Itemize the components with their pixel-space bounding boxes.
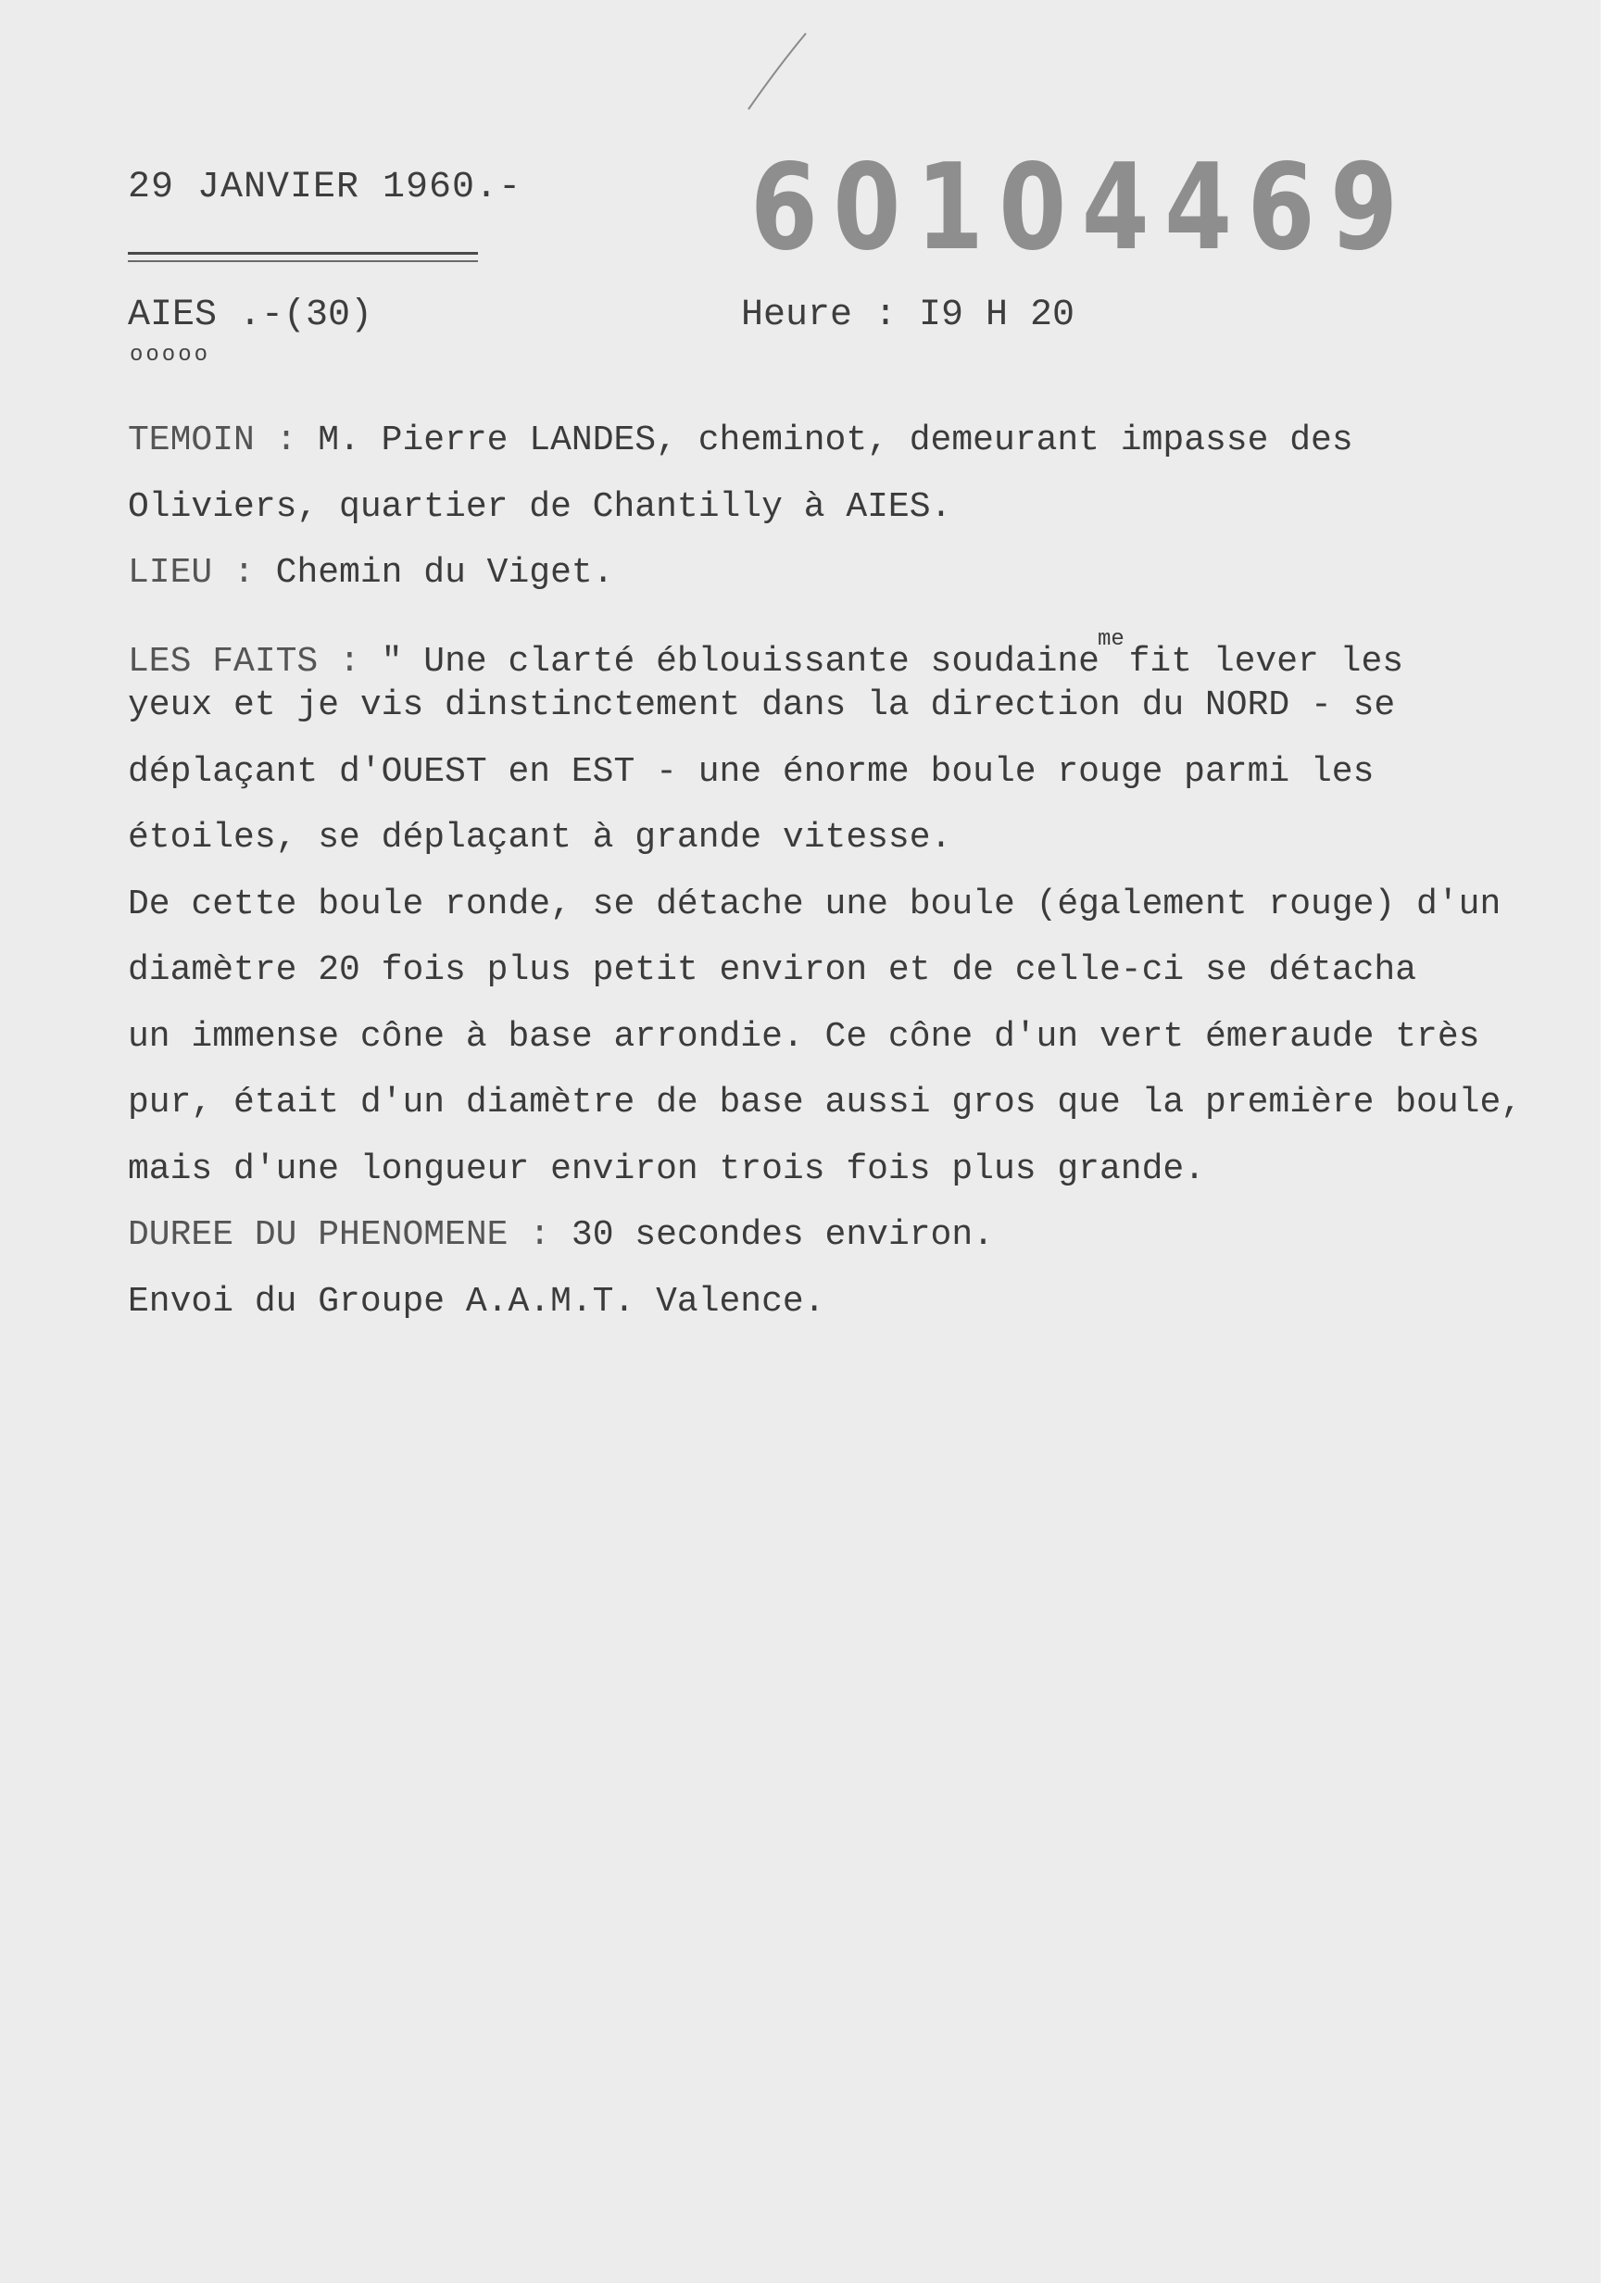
duration-label: DUREE DU PHENOMENE : [128, 1215, 551, 1255]
facts-line-5: De cette boule ronde, se détache une boule (également rouge) d'un [128, 884, 1502, 924]
witness-text: M. Pierre LANDES, cheminot, demeurant impasse des [318, 420, 1353, 460]
facts-line-8: pur, était d'un diamètre de base aussi gros que la première boule, [128, 1083, 1523, 1123]
report-place: AIES .-(30) [128, 295, 373, 336]
report-body [128, 408, 1554, 1335]
facts-line-4: étoiles, se déplaçant à grande vitesse. [128, 818, 952, 858]
facts-line-9: mais d'une longueur environ trois fois plus grande. [128, 1148, 1205, 1189]
facts-text-1b: fit lever les [1128, 641, 1404, 682]
location-label: LIEU : [128, 553, 255, 593]
location-line [128, 540, 1554, 607]
duration-line [128, 1202, 1554, 1269]
place-underline-marks: ooooo [130, 343, 211, 368]
facts-line-6: diamètre 20 fois plus petit environ et de celle-ci se détacha [128, 950, 1417, 990]
facts-label: LES FAITS : [128, 641, 360, 682]
witness-line [128, 408, 1554, 474]
location-text: Chemin du Viget. [275, 553, 614, 593]
date-underline [128, 252, 478, 262]
facts-line-2: yeux et je vis dinstinctement dans la direction du NORD - se [128, 685, 1396, 725]
pen-stroke-mark [741, 30, 815, 113]
facts-superscript: me [1097, 626, 1125, 652]
report-time: Heure : I9 H 20 [741, 295, 1075, 336]
report-date: 29 JANVIER 1960.- [128, 167, 522, 208]
facts-line-3: déplaçant d'OUEST en EST - une énorme boule rouge parmi les [128, 751, 1375, 792]
facts-line-1 [128, 607, 1554, 682]
witness-label: TEMOIN : [128, 420, 297, 460]
sender-line: Envoi du Groupe A.A.M.T. Valence. [128, 1281, 825, 1322]
facts-text-1a: " Une clarté éblouissante soudaine [381, 641, 1100, 682]
page-edge [0, 2283, 1621, 2296]
reference-number-stamp: 60104469 [750, 139, 1414, 277]
witness-line-2: Oliviers, quartier de Chantilly à AIES. [128, 486, 952, 527]
duration-text: 30 secondes environ. [571, 1215, 994, 1255]
facts-line-7: un immense cône à base arrondie. Ce cône d'un vert émeraude très [128, 1016, 1480, 1057]
